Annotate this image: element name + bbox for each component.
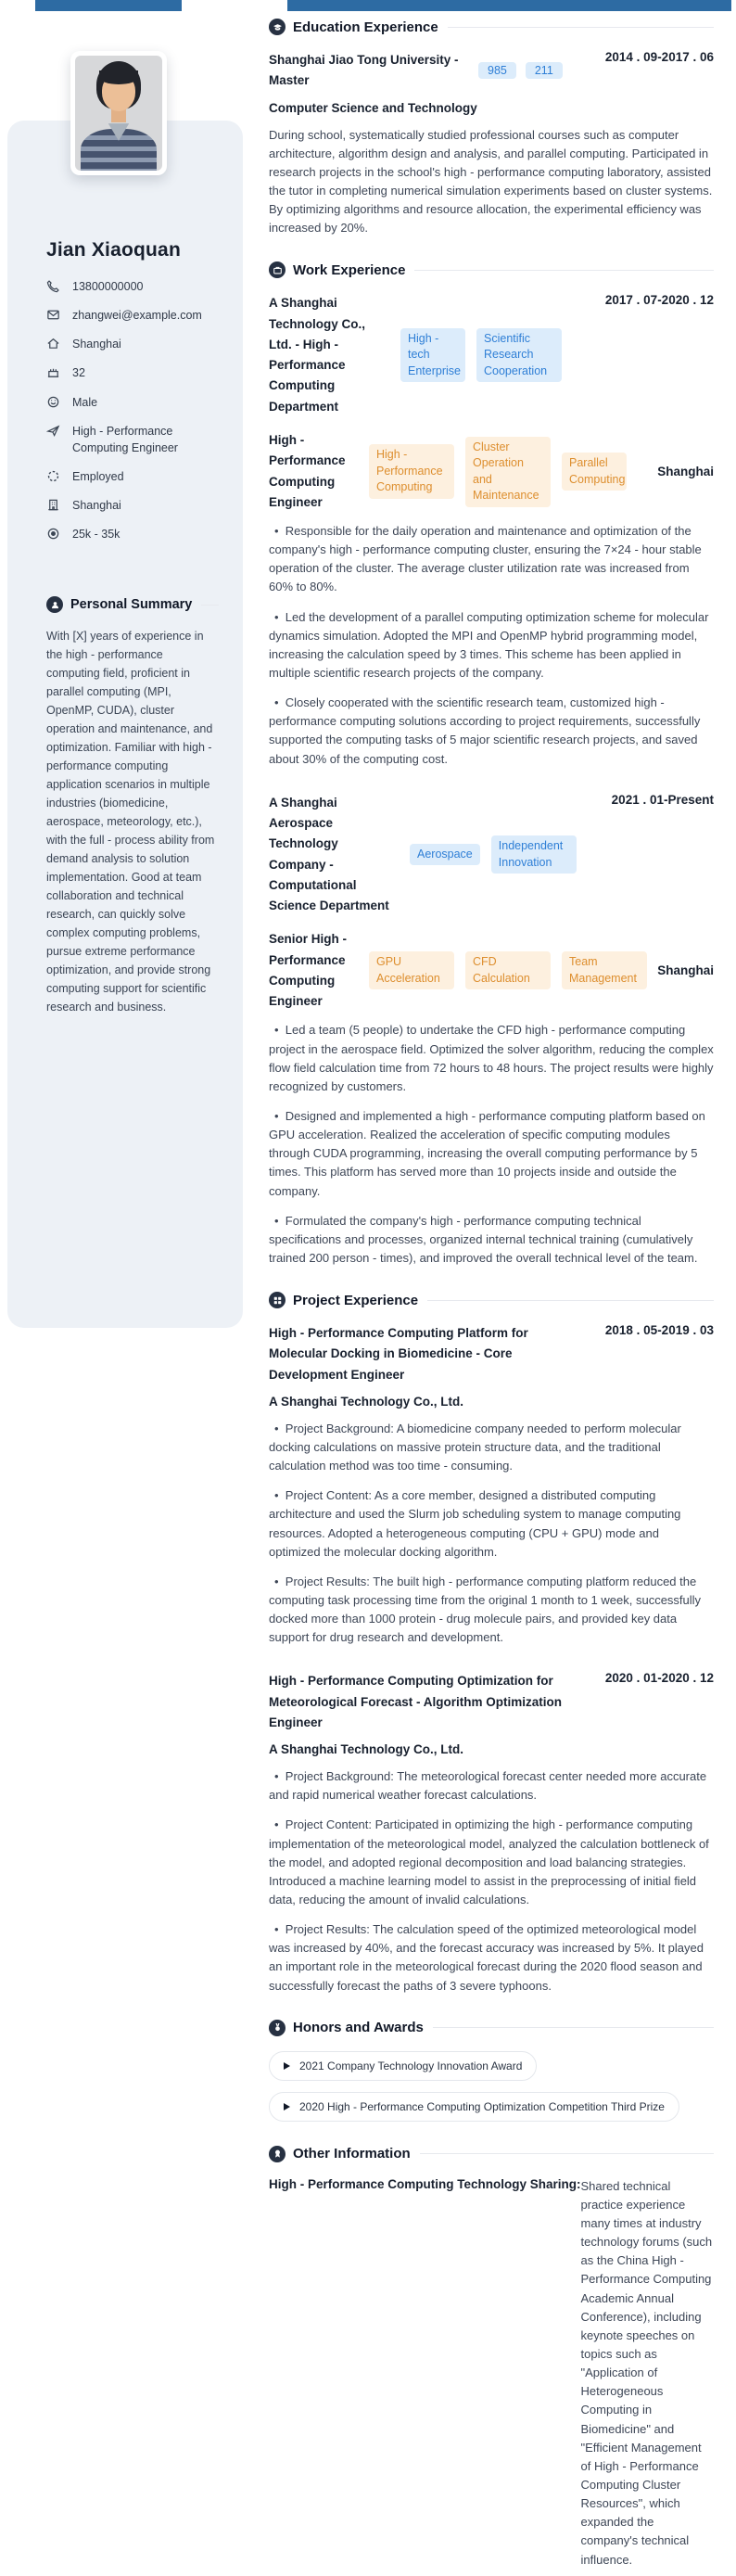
detail-age-value: 32	[72, 366, 85, 380]
graduation-cap-icon	[269, 19, 286, 35]
sidebar	[7, 121, 243, 1328]
work-section-header	[269, 261, 714, 278]
role-title: Senior High - Performance Computing Engineer	[269, 932, 347, 1009]
project-entry-1-date: 2018 . 05-2019 . 03	[604, 1323, 714, 1338]
user-icon	[46, 596, 63, 613]
top-accent-bar-left	[35, 0, 182, 11]
work-entry-2-location: Shanghai	[657, 963, 714, 978]
honor-item-1[interactable]	[269, 2051, 537, 2081]
project-bullet: • Project Content: Participated in optimizing the high - performance computing implementation of the meteorological model, analyzed the calculation bottleneck of the model, and adopted regional decomposition and load balancing strategies. Introduced a machine learning model to assist in the preprocessing of initial field data, reducing the amount of invalid calculations.	[269, 1816, 714, 1909]
detail-job-intention-value: High - Performance Computing Engineer	[72, 424, 178, 454]
divider	[448, 27, 714, 28]
work-entry-1	[269, 293, 714, 768]
personal-summary-header	[46, 596, 219, 613]
work-bullet: • Designed and implemented a high - performance computing platform based on GPU acceleration. Realized the acceleration of specific computing modules through CUDA programming, increasing the overall computing performance by 5 times. This platform has served more than 10 projects inside and outside the company.	[269, 1107, 714, 1201]
project-entry-2	[269, 1671, 714, 1995]
detail-company-city-value: Shanghai	[72, 499, 121, 512]
honors-section-header	[269, 2020, 714, 2036]
contact-detail-list	[46, 278, 219, 542]
project-section-title: Project Experience	[293, 1292, 419, 1308]
work-bullet: • Responsible for the daily operation and maintenance and optimization of the company's high - performance computing cluster, ensuring the 7×24 - hour stable operation of the cluster. The average cluster utilization rate was increased from 60% to 80%.	[269, 522, 714, 597]
honor-item-1-label: 2021 Company Technology Innovation Award	[299, 2059, 523, 2072]
ribbon-icon	[269, 2146, 286, 2162]
project-company: A Shanghai Technology Co., Ltd.	[269, 1742, 463, 1757]
top-accent-bar-right	[287, 0, 731, 11]
home-icon	[46, 337, 60, 351]
work-bullet: • Led a team (5 people) to undertake the CFD high - performance computing project in the aerospace field. Optimized the solver algorithm, reducing the complex flow field calculation time from 72 hours to 48 hours. The project results were highly recognized by customers.	[269, 1021, 714, 1096]
detail-job-intention	[46, 423, 219, 456]
project-bullet: • Project Background: A biomedicine company needed to perform molecular docking calculations on massive protein structure data, and the traditional calculation method was too time - consuming.	[269, 1420, 714, 1475]
divider	[414, 270, 714, 271]
other-section-header	[269, 2146, 714, 2162]
company-tag: High - tech Enterprise	[400, 328, 465, 383]
project-bullet: • Project Results: The calculation speed of the optimized meteorological model was increased by 40%, and the forecast accuracy was increased by 5%. It played an important role in the meteorological forecast during the 2020 flood season and successfully forecast the paths of 3 severe typhoons.	[269, 1920, 714, 1996]
role-tags	[369, 437, 627, 507]
detail-company-city	[46, 497, 219, 514]
work-entry-2-date: 2021 . 01-Present	[611, 792, 714, 807]
phone-icon	[46, 279, 60, 293]
status-icon	[46, 469, 60, 483]
role-title: High - Performance Computing Engineer	[269, 432, 346, 509]
role-tag: GPU Acceleration	[369, 951, 454, 989]
project-bullet: • Project Background: The meteorological forecast center needed more accurate and rapid numerical weather forecast calculations.	[269, 1767, 714, 1804]
work-entry-1-location: Shanghai	[657, 465, 714, 478]
detail-status	[46, 468, 219, 485]
project-section-header	[269, 1292, 714, 1308]
detail-salary-value: 25k - 35k	[72, 528, 121, 542]
honors-section-title: Honors and Awards	[293, 2020, 424, 2036]
other-info-row	[269, 2177, 714, 2570]
work-section-title: Work Experience	[293, 261, 406, 278]
work-bullet: • Led the development of a parallel computing optimization scheme for molecular dynamics simulation. Adopted the MPI and OpenMP hybrid programming model, increasing the calculation speed by 3 times. This scheme has been applied in multiple scientific research projects of the company.	[269, 608, 714, 683]
school-name: Shanghai Jiao Tong University - Master	[269, 53, 459, 88]
work-entry-2	[269, 793, 714, 1268]
badge-211: 211	[526, 62, 563, 79]
school-badges	[478, 62, 563, 79]
company-tags	[410, 835, 577, 874]
company-tags	[400, 328, 562, 383]
personal-summary-title: Personal Summary	[70, 597, 193, 613]
education-date: 2014 . 09-2017 . 06	[604, 50, 714, 64]
work-bullet: • Closely cooperated with the scientific research team, customized high - performance computing solutions according to project requirements, successfully supported the computing tasks of 5 major scientific research projects, and saved about 30% of the computing cost.	[269, 694, 714, 769]
project-name: High - Performance Computing Optimization for Meteorological Forecast - Algorithm Optimization Engineer	[269, 1674, 563, 1729]
expand-arrow-icon	[284, 2103, 290, 2111]
honor-item-2-label: 2020 High - Performance Computing Optimization Competition Third Prize	[299, 2099, 665, 2113]
work-entry-2-company-row	[269, 793, 714, 917]
grid-icon	[269, 1292, 286, 1308]
work-entry-1-role-row	[269, 430, 714, 513]
divider	[433, 2027, 714, 2028]
project-entry-2-header	[269, 1671, 714, 1733]
resume-main	[269, 19, 714, 2570]
building-icon	[46, 498, 60, 512]
project-entry-1	[269, 1323, 714, 1647]
detail-status-value: Employed	[72, 469, 124, 483]
project-entry-1-header	[269, 1323, 714, 1385]
medal-icon	[269, 2020, 286, 2036]
project-name: High - Performance Computing Platform for Molecular Docking in Biomedicine - Core Development Engineer	[269, 1326, 528, 1382]
age-icon	[46, 365, 60, 379]
detail-gender	[46, 394, 219, 411]
detail-email-value: zhangwei@example.com	[72, 309, 202, 323]
salary-icon	[46, 527, 60, 541]
project-company: A Shanghai Technology Co., Ltd.	[269, 1394, 463, 1409]
detail-city-value: Shanghai	[72, 338, 121, 351]
expand-arrow-icon	[284, 2062, 290, 2070]
personal-summary-text: With [X] years of experience in the high - performance computing field, proficient in parallel computing (MPI, OpenMP, CUDA), cluster operation and maintenance, and optimization. Familiar with high - performance computing application scenarios in multiple industries (biomedicine, aerospace, meteorology, etc.), with the full - process ability from demand analysis to solution implementation. Good at team collaboration and technical research, can quickly solve complex computing problems, pursue extreme performance optimization, and provide strong computing support for scientific research and business.	[46, 630, 215, 1014]
badge-985: 985	[478, 62, 516, 79]
honor-item-2[interactable]	[269, 2092, 679, 2122]
divider	[420, 2153, 714, 2154]
other-info-label: High - Performance Computing Technology Sharing:	[269, 2176, 581, 2191]
other-section-title: Other Information	[293, 2146, 411, 2162]
profile-photo-image	[75, 56, 162, 171]
education-section-title: Education Experience	[293, 19, 438, 35]
profile-photo	[70, 51, 167, 175]
divider	[201, 605, 219, 606]
education-description: During school, systematically studied professional courses such as computer architecture, algorithm design and analysis, and parallel computing. Participated in research projects in the school's high - performance computing laboratory, assisted the tutor in completing numerical simulation experiments based on cluster systems. By optimizing algorithms and resource allocation, the experimental efficiency was increased by 20%.	[269, 127, 713, 236]
detail-phone	[46, 278, 219, 295]
work-entry-1-date: 2017 . 07-2020 . 12	[604, 293, 714, 308]
gender-icon	[46, 395, 60, 409]
honor-item-row	[269, 2051, 714, 2081]
company-tag: Independent Innovation	[491, 835, 577, 874]
person-name: Jian Xiaoquan	[46, 239, 181, 261]
education-section-header	[269, 19, 714, 35]
honor-item-row	[269, 2092, 714, 2122]
company-name: A Shanghai Technology Co., Ltd. - High - Performance Computing Department	[269, 296, 365, 414]
project-entry-2-date: 2020 . 01-2020 . 12	[604, 1671, 714, 1686]
project-bullet: • Project Content: As a core member, designed a distributed computing architecture and used the Slurm job scheduling system to manage computing resources. Adopted a heterogeneous computing (CPU + GPU) mode and optimized the molecular docking algorithm.	[269, 1486, 714, 1562]
role-tag: Parallel Computing	[562, 453, 627, 491]
role-tag: CFD Calculation	[465, 951, 551, 989]
paper-plane-icon	[46, 424, 60, 438]
detail-salary	[46, 526, 219, 542]
role-tag: High - Performance Computing	[369, 444, 454, 499]
detail-age	[46, 364, 219, 381]
role-tag: Team Management	[562, 951, 647, 989]
company-tag: Scientific Research Cooperation	[476, 328, 562, 383]
briefcase-icon	[269, 261, 286, 278]
mail-icon	[46, 308, 60, 322]
role-tags	[369, 951, 647, 989]
detail-city	[46, 336, 219, 352]
work-entry-2-role-row	[269, 929, 714, 1012]
education-entry-header	[269, 50, 714, 92]
work-entry-1-company-row	[269, 293, 714, 417]
project-bullet: • Project Results: The built high - performance computing platform reduced the computing task processing time from the original 1 month to 1 week, successfully docked more than 1000 protein - drug molecule pairs, and provided key data support for drug research and development.	[269, 1573, 714, 1648]
detail-email	[46, 307, 219, 324]
education-major: Computer Science and Technology	[269, 100, 477, 115]
detail-phone-value: 13800000000	[72, 280, 144, 293]
company-name: A Shanghai Aerospace Technology Company - Computational Science Department	[269, 795, 389, 913]
other-info-value: Shared technical practice experience many times at industry technology forums (such as the China High - Performance Computing Academic Annual Conference), including keynote speeches on topics such as "Application of Heterogeneous Computing in Biomedicine" and "Efficient Management of High - Performance Computing Cluster Resources", which expanded the company's technical influence.	[580, 2178, 713, 2567]
work-bullet: • Formulated the company's high - performance computing technical specifications and processes, organized internal technical training (cumulatively trained 200 person - times), and improved the overall technical level of the team.	[269, 1212, 714, 1268]
role-tag: Cluster Operation and Maintenance	[465, 437, 551, 507]
company-tag: Aerospace	[410, 844, 480, 866]
detail-gender-value: Male	[72, 395, 98, 409]
divider	[427, 1300, 714, 1301]
